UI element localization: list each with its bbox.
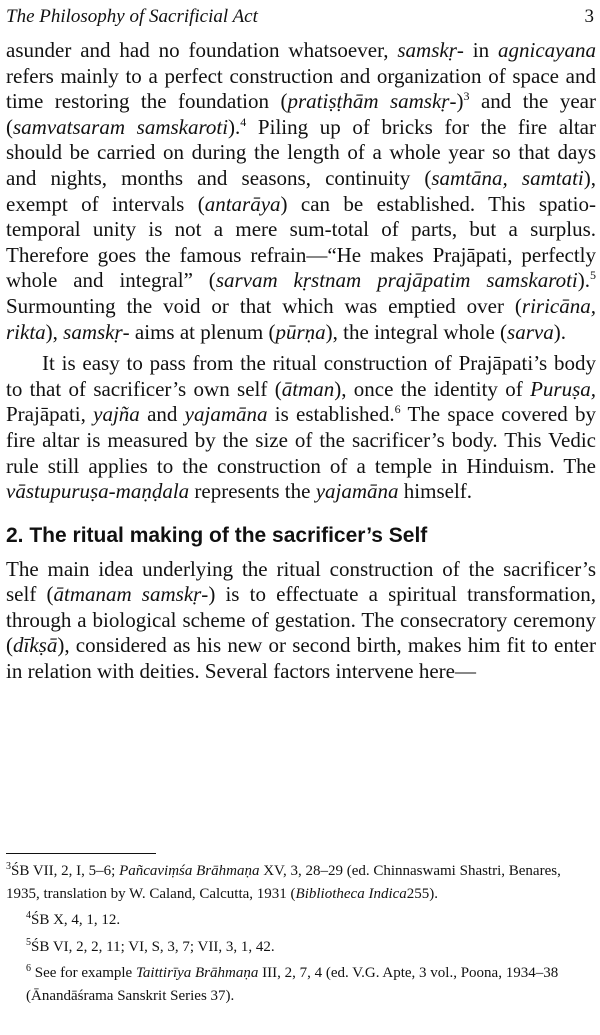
paragraph-1 [6, 38, 596, 345]
main-text [6, 38, 596, 685]
text-run: XV, 3, 28–29 (ed. Chinnaswami Shastri, Benares, 1935, translation by W. Caland, Calcutta, 1931 ( [6, 863, 561, 902]
italic-term: Taittirīya Brāhmaṇa [135, 965, 259, 981]
italic-term: yajamāna [184, 402, 268, 427]
text-run: ). [553, 319, 566, 344]
italic-term: pūrṇa [275, 319, 326, 344]
footnote-5 [6, 936, 596, 959]
text-run: in [463, 38, 499, 62]
text-run: ŚB VII, 2, I, 5–6; [11, 863, 120, 879]
italic-term: samtāna, samtati [431, 165, 584, 190]
footnotes [6, 860, 596, 1011]
italic-term: antarāya [204, 191, 281, 216]
text-run: The space covered by fire altar is measured by the size of the sacrificer’s body. This Vedic rule still applies to the construction of a temple in Hinduism. The [6, 402, 597, 478]
text-run: ), considered as his new or second birth, makes him fit to enter in relation with deities. Several factors intervene here— [6, 633, 596, 684]
text-run: ), the integral whole ( [325, 319, 508, 344]
footnote-ref[interactable]: 3 [463, 89, 470, 104]
italic-term: ātmanam samskṛ- [53, 582, 209, 607]
footnote-divider [6, 853, 156, 854]
text-run: ). [228, 114, 241, 139]
text-run: III, 2, 7, 4 (ed. V.G. Apte, 3 vol., Poona, 1934–38 (Ānandāśrama Sanskrit Series 37). [26, 965, 559, 1004]
italic-term: Puruṣa, [530, 376, 597, 401]
footnote-4 [6, 909, 596, 932]
text-run: ), exempt of intervals ( [6, 165, 596, 216]
italic-term: dīkṣā [13, 633, 58, 658]
text-run: 255). [406, 885, 439, 902]
footnote-6 [6, 962, 596, 1007]
italic-term: samskṛ- [397, 38, 464, 62]
footnote-number: 6 [26, 963, 31, 974]
text-run: Prajāpati, [6, 402, 94, 427]
italic-term: sarva [507, 319, 554, 344]
text-run: asunder and had no foundation whatsoever, [6, 38, 398, 62]
italic-term: sarvam kṛstnam prajāpatim samskaroti [215, 268, 578, 293]
footnote-ref[interactable]: 4 [240, 114, 247, 129]
text-run: ) can be established. This spatio-temporal unity is not a mere sum-total of parts, but a surplus. Therefore goes the famous refrain—“He makes Prajāpati, perfectly whole and integral” ( [6, 191, 596, 293]
text-run: represents the [189, 479, 316, 504]
section-heading: 2. The ritual making of the sacrificer’s Self [6, 523, 428, 547]
running-header [6, 6, 594, 32]
running-title: The Philosophy of Sacrificial Act [6, 6, 258, 27]
text-run: It is easy to pass from the ritual construction of Prajāpati’s body to that of sacrificer’s own self ( [6, 351, 596, 401]
italic-term: yajña [93, 402, 140, 427]
italic-term: yajamāna [315, 479, 399, 504]
italic-term: samskṛ- [63, 319, 130, 344]
italic-term: vāstupuruṣa-maṇḍala [6, 479, 190, 504]
italic-term: Pañcaviṃśa Brāhmaṇa [119, 863, 260, 879]
text-run: and [139, 402, 185, 427]
text-run: ) is to effectuate a spiritual transformation, through a biological scheme of gestation. The consecratory ceremony ( [6, 582, 596, 658]
text-run: See for example [31, 965, 136, 981]
text-run: ). [577, 268, 591, 293]
italic-term: pratiṣṭhām samskṛ- [287, 89, 457, 114]
footnote-number: 3 [6, 861, 11, 872]
italic-term: agnicayana [498, 38, 596, 62]
footnote-number: 4 [26, 910, 31, 921]
italic-term: Bibliotheca Indica [295, 885, 407, 902]
text-run: ), once the identity of [334, 376, 531, 401]
text-run: Surmounting the void or that which was emptied over ( [6, 293, 522, 318]
italic-term: ātman [281, 376, 335, 401]
italic-term: samvatsaram samskaroti [13, 114, 229, 139]
text-run: ŚB VI, 2, 2, 11; VI, S, 3, 7; VII, 3, 1, 42. [31, 938, 275, 955]
footnote-number: 5 [26, 936, 31, 948]
text-run: refers mainly to a perfect construction and organization of space and time restoring the foundation ( [6, 63, 596, 114]
text-run: aims at plenum ( [129, 319, 276, 344]
text-run: is established. [267, 402, 395, 427]
italic-term: riricāna, rikta [6, 293, 596, 344]
paragraph-2 [6, 351, 596, 505]
text-run: The main idea underlying the ritual construction of the sacrificer’s self ( [6, 556, 596, 607]
page-number: 3 [584, 6, 594, 27]
footnote-3 [6, 860, 596, 905]
footnote-ref[interactable]: 5 [590, 268, 597, 283]
text-run: and the year ( [6, 89, 596, 139]
footnote-ref[interactable]: 6 [394, 402, 401, 417]
text-run: ) [456, 89, 464, 114]
text-run: ŚB X, 4, 1, 12. [31, 912, 121, 928]
text-run: ), [45, 319, 64, 344]
paragraph-3 [6, 557, 596, 685]
text-run: himself. [398, 479, 473, 504]
text-run: Piling up of bricks for the fire altar should be carried on during the length of a whole year so that days and nights, months and seasons, continuity ( [6, 114, 596, 190]
